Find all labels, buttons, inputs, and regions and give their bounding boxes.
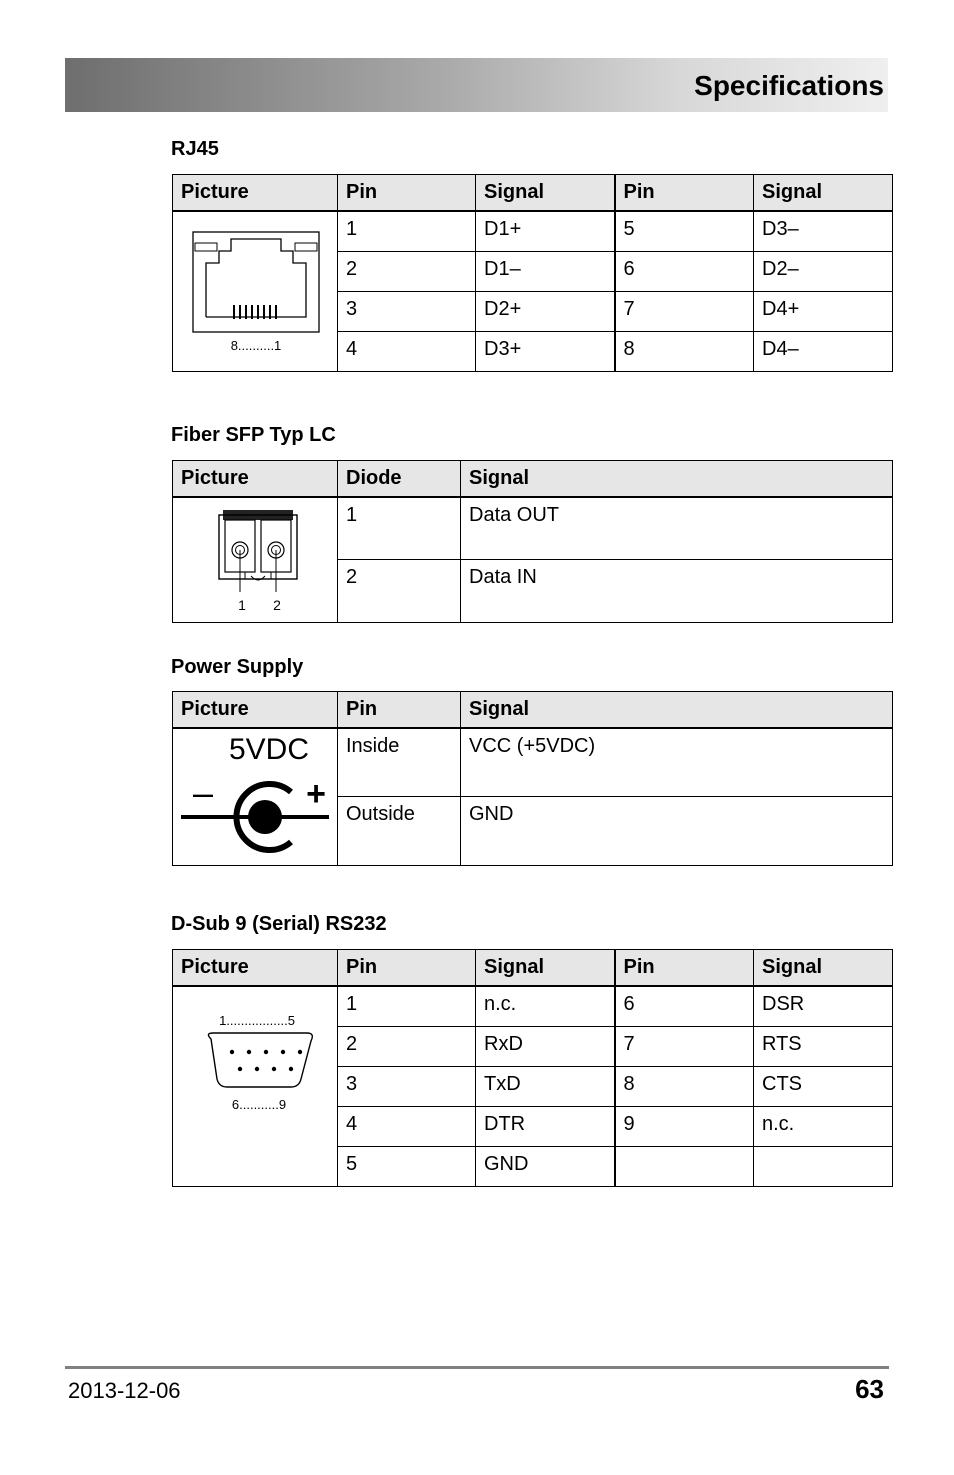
table-row: [173, 211, 893, 251]
signal-cell: DTR: [476, 1106, 615, 1146]
signal-cell: CTS: [754, 1066, 893, 1106]
signal-cell: D1+: [476, 211, 615, 251]
signal-cell: D4+: [754, 291, 893, 331]
pin-cell: 7: [615, 291, 754, 331]
dsub-picture-cell: [173, 986, 338, 1186]
pin-cell: 9: [615, 1106, 754, 1146]
table-row: [173, 986, 893, 1026]
page-number: 63: [855, 1374, 884, 1404]
signal-cell: RxD: [476, 1026, 615, 1066]
minus-symbol: –: [192, 772, 214, 813]
dsub9-connector-icon: [175, 987, 335, 1117]
signal-cell: Data OUT: [461, 497, 893, 560]
signal-cell: [754, 1146, 893, 1186]
dc-polarity-icon: [173, 729, 337, 859]
column-header: Pin: [338, 175, 476, 212]
column-header: Picture: [173, 175, 338, 212]
table-header-row: [173, 175, 893, 212]
column-header: Picture: [173, 461, 338, 498]
rj45-table: [172, 174, 893, 372]
dsub-table: [172, 949, 893, 1187]
page-title: Specifications: [694, 70, 884, 101]
sfp-lc-connector-icon: [175, 498, 335, 616]
diode-cell: 2: [338, 560, 461, 623]
pin-cell: 6: [615, 251, 754, 291]
column-header: Signal: [461, 461, 893, 498]
column-header: Pin: [615, 950, 754, 987]
rj45-pin-range-label: 8..........1: [230, 338, 282, 354]
rj45-picture-cell: [173, 211, 338, 371]
pin-cell: 3: [338, 1066, 476, 1106]
fiber-table: [172, 460, 893, 623]
footer-divider: [65, 1366, 889, 1369]
signal-cell: DSR: [754, 986, 893, 1026]
table-header-row: [173, 692, 893, 729]
pin-cell: Outside: [338, 797, 461, 866]
rj45-section-title: RJ45: [171, 138, 219, 160]
plus-symbol: +: [306, 775, 326, 813]
pin-cell: 1: [338, 211, 476, 251]
power-picture-cell: [173, 728, 338, 866]
column-header: Signal: [461, 692, 893, 729]
column-header: Signal: [476, 950, 615, 987]
table-row: [173, 728, 893, 797]
power-table: [172, 691, 893, 866]
signal-cell: n.c.: [476, 986, 615, 1026]
pin-cell: 2: [338, 251, 476, 291]
pin-cell: 5: [338, 1146, 476, 1186]
signal-cell: GND: [461, 797, 893, 866]
table-row: [173, 497, 893, 560]
header-bar: [65, 58, 888, 112]
column-header: Picture: [173, 950, 338, 987]
pin-cell: 7: [615, 1026, 754, 1066]
fiber-section-title: Fiber SFP Typ LC: [171, 424, 336, 446]
signal-cell: GND: [476, 1146, 615, 1186]
table-header-row: [173, 461, 893, 498]
signal-cell: D4–: [754, 331, 893, 371]
pin-cell: 1: [338, 986, 476, 1026]
signal-cell: TxD: [476, 1066, 615, 1106]
power-section-title: Power Supply: [171, 656, 304, 678]
signal-cell: n.c.: [754, 1106, 893, 1146]
pin-cell: [615, 1146, 754, 1186]
rj45-jack-icon: [175, 213, 335, 363]
dsub-bottom-pin-range-label: 6...........9: [231, 1097, 287, 1112]
column-header: Signal: [754, 950, 893, 987]
table-header-row: [173, 950, 893, 987]
fiber-picture-cell: [173, 497, 338, 623]
pin-cell: 6: [615, 986, 754, 1026]
pin-cell: 8: [615, 1066, 754, 1106]
pin-cell: 5: [615, 211, 754, 251]
signal-cell: VCC (+5VDC): [461, 728, 893, 797]
sfp-pin-label-1: 1: [238, 597, 246, 613]
signal-cell: D3–: [754, 211, 893, 251]
pin-cell: Inside: [338, 728, 461, 797]
column-header: Signal: [754, 175, 893, 212]
column-header: Diode: [338, 461, 461, 498]
signal-cell: Data IN: [461, 560, 893, 623]
dsub-top-pin-range-label: 1.................5: [219, 1013, 295, 1028]
signal-cell: D1–: [476, 251, 615, 291]
pin-cell: 4: [338, 1106, 476, 1146]
dsub-section-title: D-Sub 9 (Serial) RS232: [171, 913, 387, 935]
column-header: Pin: [338, 950, 476, 987]
signal-cell: D2–: [754, 251, 893, 291]
voltage-label: 5VDC: [228, 733, 310, 766]
column-header: Picture: [173, 692, 338, 729]
footer-date: 2013-12-06: [68, 1378, 181, 1403]
sfp-pin-label-2: 2: [273, 597, 281, 613]
pin-cell: 3: [338, 291, 476, 331]
signal-cell: D2+: [476, 291, 615, 331]
diode-cell: 1: [338, 497, 461, 560]
pin-cell: 8: [615, 331, 754, 371]
pin-cell: 4: [338, 331, 476, 371]
pin-cell: 2: [338, 1026, 476, 1066]
signal-cell: D3+: [476, 331, 615, 371]
signal-cell: RTS: [754, 1026, 893, 1066]
column-header: Signal: [476, 175, 615, 212]
column-header: Pin: [615, 175, 754, 212]
column-header: Pin: [338, 692, 461, 729]
